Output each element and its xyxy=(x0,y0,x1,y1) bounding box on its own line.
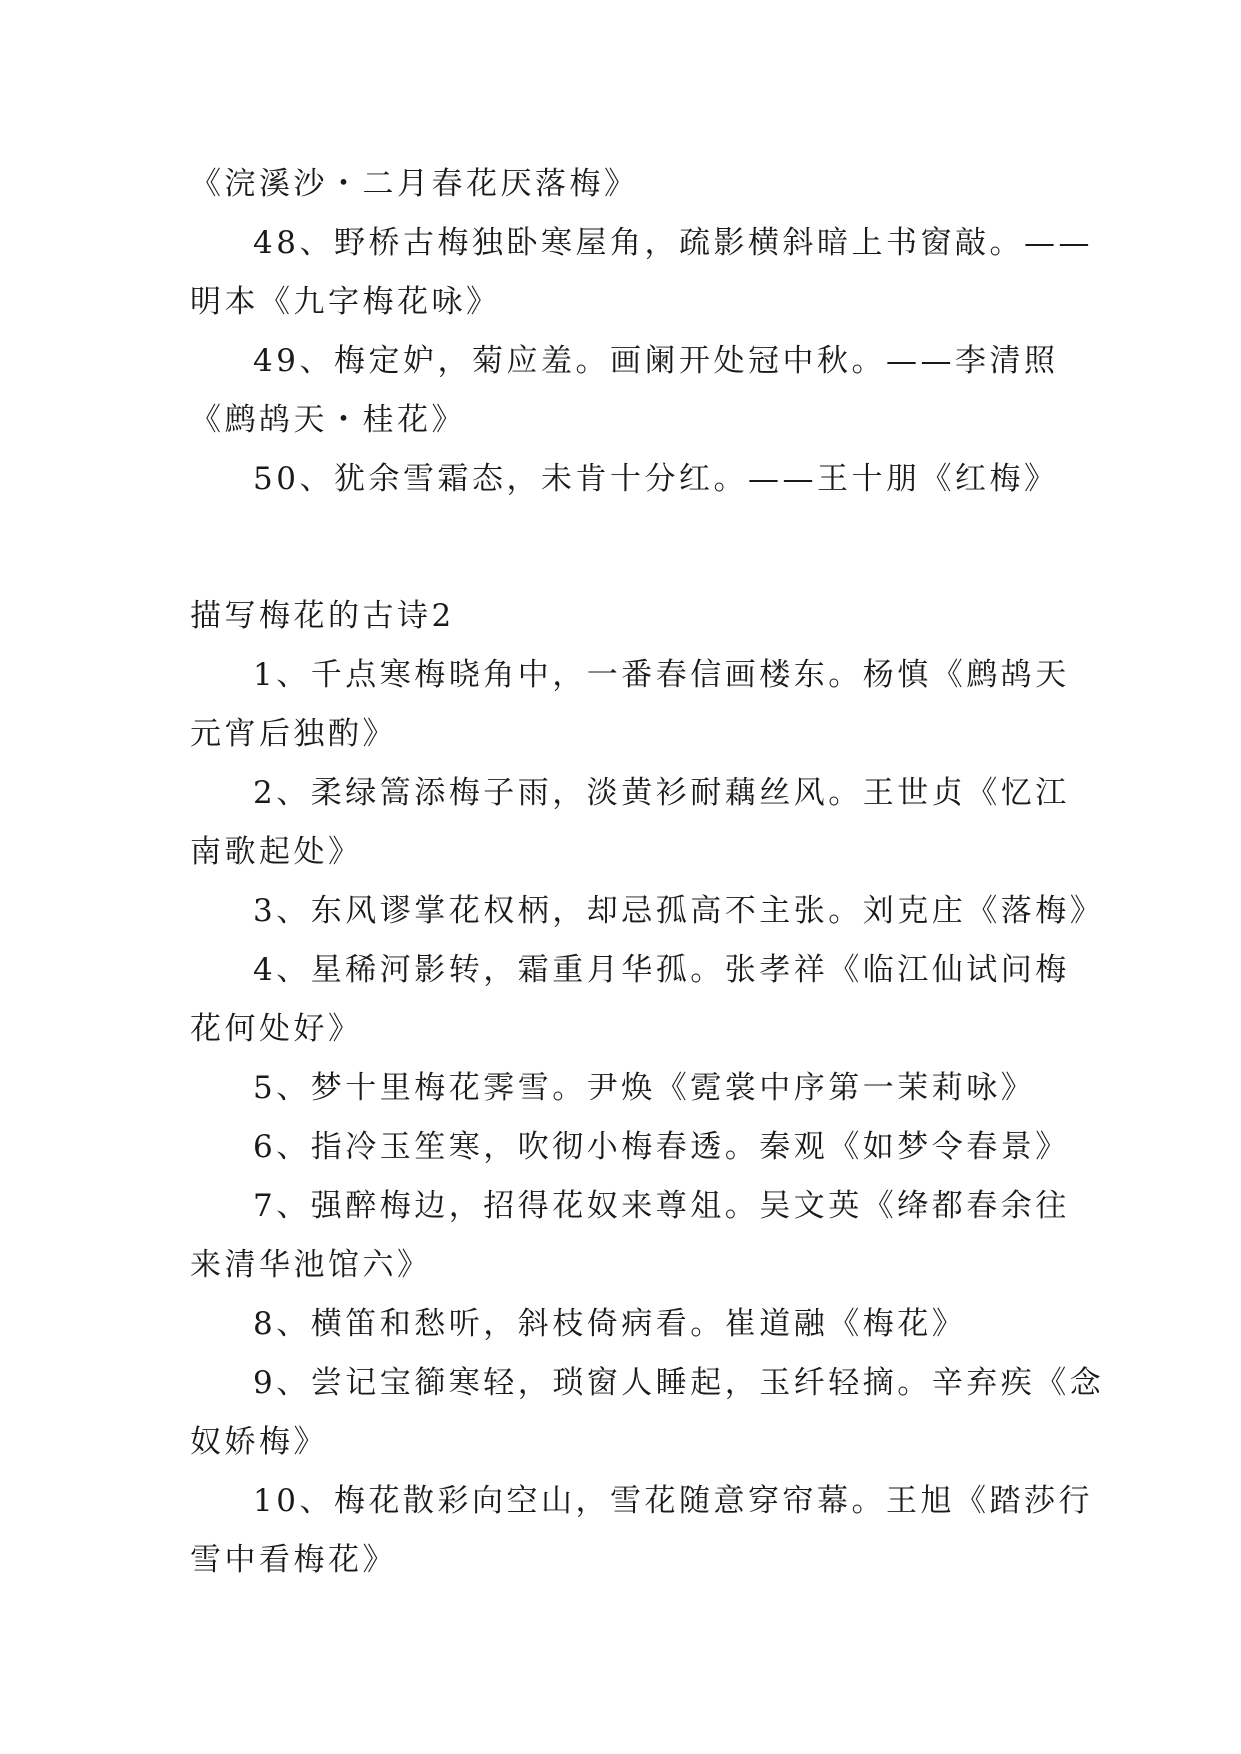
poem-item-6: 6、指冷玉笙寒，吹彻小梅春透。秦观《如梦令春景》 xyxy=(253,1129,1070,1165)
poem-item-4: 4、星稀河影转，霜重月华孤。张孝祥《临江仙试问梅 xyxy=(253,952,1070,988)
poem-item-49-continued: 《鹧鸪天・桂花》 xyxy=(190,402,466,438)
poem-item-7: 7、强醉梅边，招得花奴来尊俎。吴文英《绛都春余往 xyxy=(253,1188,1070,1224)
section-title: 描写梅花的古诗2 xyxy=(190,598,455,634)
poem-source-line: 《浣溪沙・二月春花厌落梅》 xyxy=(190,166,639,202)
poem-item-49: 49、梅定妒，菊应羞。画阑开处冠中秋。——李清照 xyxy=(253,343,1059,379)
poem-item-1-continued: 元宵后独酌》 xyxy=(190,716,397,752)
poem-item-48: 48、野桥古梅独卧寒屋角，疏影横斜暗上书窗敲。—— xyxy=(253,225,1093,261)
poem-item-9: 9、尝记宝篽寒轻，琐窗人睡起，玉纤轻摘。辛弃疾《念 xyxy=(253,1365,1105,1401)
poem-item-48-continued: 明本《九字梅花咏》 xyxy=(190,284,501,320)
poem-item-8: 8、横笛和愁听，斜枝倚病看。崔道融《梅花》 xyxy=(253,1306,967,1342)
poem-item-2: 2、柔绿篙添梅子雨，淡黄衫耐藕丝风。王世贞《忆江 xyxy=(253,775,1070,811)
section-spacer xyxy=(190,509,1050,587)
poem-item-10: 10、梅花散彩向空山，雪花随意穿帘幕。王旭《踏莎行 xyxy=(253,1483,1093,1519)
document-body xyxy=(190,155,1105,1590)
poem-item-10-continued: 雪中看梅花》 xyxy=(190,1542,397,1578)
poem-item-4-continued: 花何处好》 xyxy=(190,1011,363,1047)
poem-item-2-continued: 南歌起处》 xyxy=(190,834,363,870)
poem-item-5: 5、梦十里梅花霁雪。尹焕《霓裳中序第一茉莉咏》 xyxy=(253,1070,1036,1106)
poem-item-7-continued: 来清华池馆六》 xyxy=(190,1247,432,1283)
poem-item-9-continued: 奴娇梅》 xyxy=(190,1424,328,1460)
poem-item-50: 50、犹余雪霜态，未肯十分红。——王十朋《红梅》 xyxy=(253,461,1059,497)
poem-item-1: 1、千点寒梅晓角中，一番春信画楼东。杨慎《鹧鸪天 xyxy=(253,657,1070,693)
poem-item-3: 3、东风谬掌花权柄，却忌孤高不主张。刘克庄《落梅》 xyxy=(253,893,1105,929)
